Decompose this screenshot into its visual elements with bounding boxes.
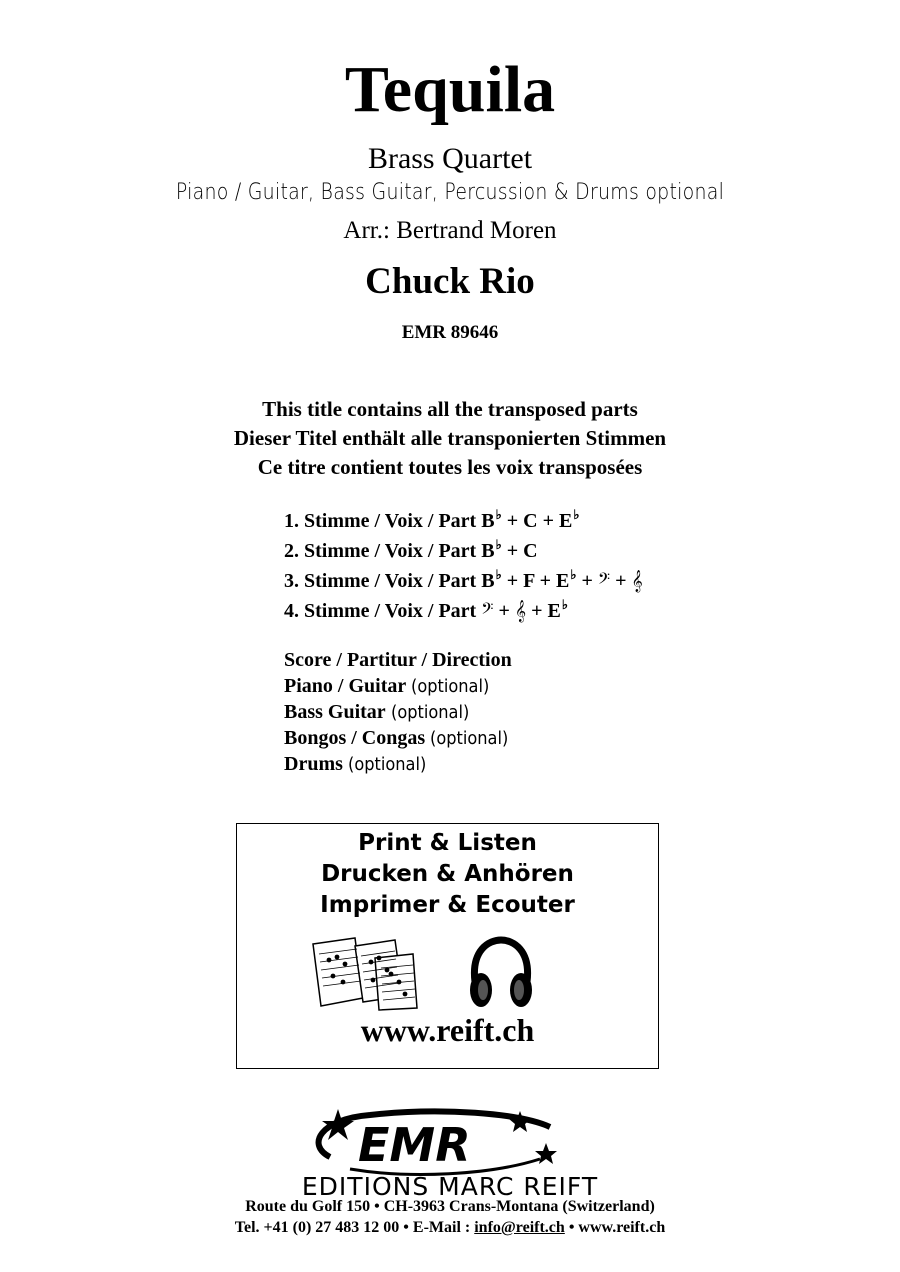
emr-logo-icon [300, 1105, 570, 1179]
headphones-icon [465, 936, 537, 1012]
key-label: F [523, 570, 535, 592]
instrumentation-label: Piano / Guitar, Bass Guitar, Percussion & Drums optional [175, 180, 725, 205]
extra-item [284, 673, 517, 699]
flat-symbol: ♭ [495, 537, 502, 552]
publisher-contact [0, 1219, 900, 1237]
extra-item [284, 699, 517, 725]
flat-symbol: ♭ [495, 507, 502, 522]
part-row-4 [284, 590, 643, 620]
promo-line-de: Drucken & Anhören [321, 861, 574, 887]
key-label: B [481, 540, 495, 562]
extra-note: (optional) [411, 676, 490, 697]
extra-label: Piano / Guitar [284, 675, 407, 697]
bass-clef-icon: 𝄢 [481, 600, 494, 622]
ensemble-label: Brass Quartet [367, 142, 533, 175]
extra-item [284, 751, 517, 777]
extra-note: (optional) [347, 754, 427, 775]
composer-name: Chuck Rio [365, 261, 535, 302]
extra-label: Score / Partitur / Direction [284, 649, 512, 671]
notice-german: Dieser Titel enthält alle transponierten Stimmen [233, 426, 667, 450]
part-row-3 [284, 560, 643, 590]
plus-sign: + [506, 540, 519, 562]
plus-sign: + [498, 600, 510, 622]
print-listen-box [236, 823, 659, 1069]
key-label: E [547, 600, 561, 622]
part-label: 3. Stimme / Voix / Part [284, 570, 477, 592]
plus-sign: + [506, 510, 519, 532]
plus-sign: + [542, 510, 554, 532]
key-label: E [558, 510, 573, 532]
plus-sign: + [615, 570, 627, 592]
promo-line-en: Print & Listen [358, 830, 537, 856]
extra-item [284, 647, 517, 673]
treble-clef-icon: 𝄞 [631, 570, 643, 592]
bass-clef-icon: 𝄢 [597, 570, 611, 592]
plus-sign: + [539, 570, 551, 592]
key-label: C [523, 510, 538, 532]
publisher-address: Route du Golf 150 • CH-3963 Crans-Montana (Switzerland) [245, 1198, 655, 1215]
catalog-number: EMR 89646 [401, 322, 499, 343]
flat-symbol: ♭ [570, 567, 577, 582]
key-label: B [481, 510, 495, 532]
extra-label: Drums [284, 753, 343, 775]
flat-symbol: ♭ [561, 597, 568, 612]
plus-sign: + [506, 570, 519, 592]
extra-note: (optional) [390, 702, 469, 723]
plus-sign: + [581, 570, 593, 592]
sheet-music-icon [309, 936, 421, 1012]
part-row-1 [284, 500, 643, 530]
piece-title: Tequila [344, 53, 556, 126]
notice-english: This title contains all the transposed parts [262, 397, 638, 421]
key-label: C [523, 540, 538, 562]
promo-line-fr: Imprimer & Ecouter [320, 892, 575, 918]
part-label: 2. Stimme / Voix / Part [284, 540, 477, 562]
extra-label: Bongos / Congas [284, 727, 426, 749]
part-row-2 [284, 530, 643, 560]
key-label: E [556, 570, 570, 592]
contact-suffix: • www.reift.ch [564, 1219, 666, 1236]
website-link[interactable]: www.reift.ch [360, 1012, 535, 1048]
extras-list [284, 647, 517, 777]
publisher-name: EDITIONS MARC REIFT [301, 1172, 599, 1201]
notice-french: Ce titre contient toutes les voix transposées [257, 455, 643, 479]
treble-clef-icon: 𝄞 [514, 600, 527, 622]
part-label: 1. Stimme / Voix / Part [284, 510, 477, 532]
part-label: 4. Stimme / Voix / Part [284, 600, 477, 622]
arranger-label: Arr.: Bertrand Moren [343, 217, 557, 244]
extra-label: Bass Guitar [284, 701, 386, 723]
email-link[interactable]: info@reift.ch [474, 1219, 565, 1236]
logo-text: EMR [358, 1118, 471, 1172]
flat-symbol: ♭ [495, 567, 502, 582]
contact-prefix: Tel. +41 (0) 27 483 12 00 • E-Mail : [234, 1219, 475, 1236]
extra-note: (optional) [430, 728, 509, 749]
plus-sign: + [531, 600, 543, 622]
parts-list [284, 500, 643, 620]
key-label: B [481, 570, 495, 592]
extra-item [284, 725, 517, 751]
flat-symbol: ♭ [573, 507, 580, 522]
